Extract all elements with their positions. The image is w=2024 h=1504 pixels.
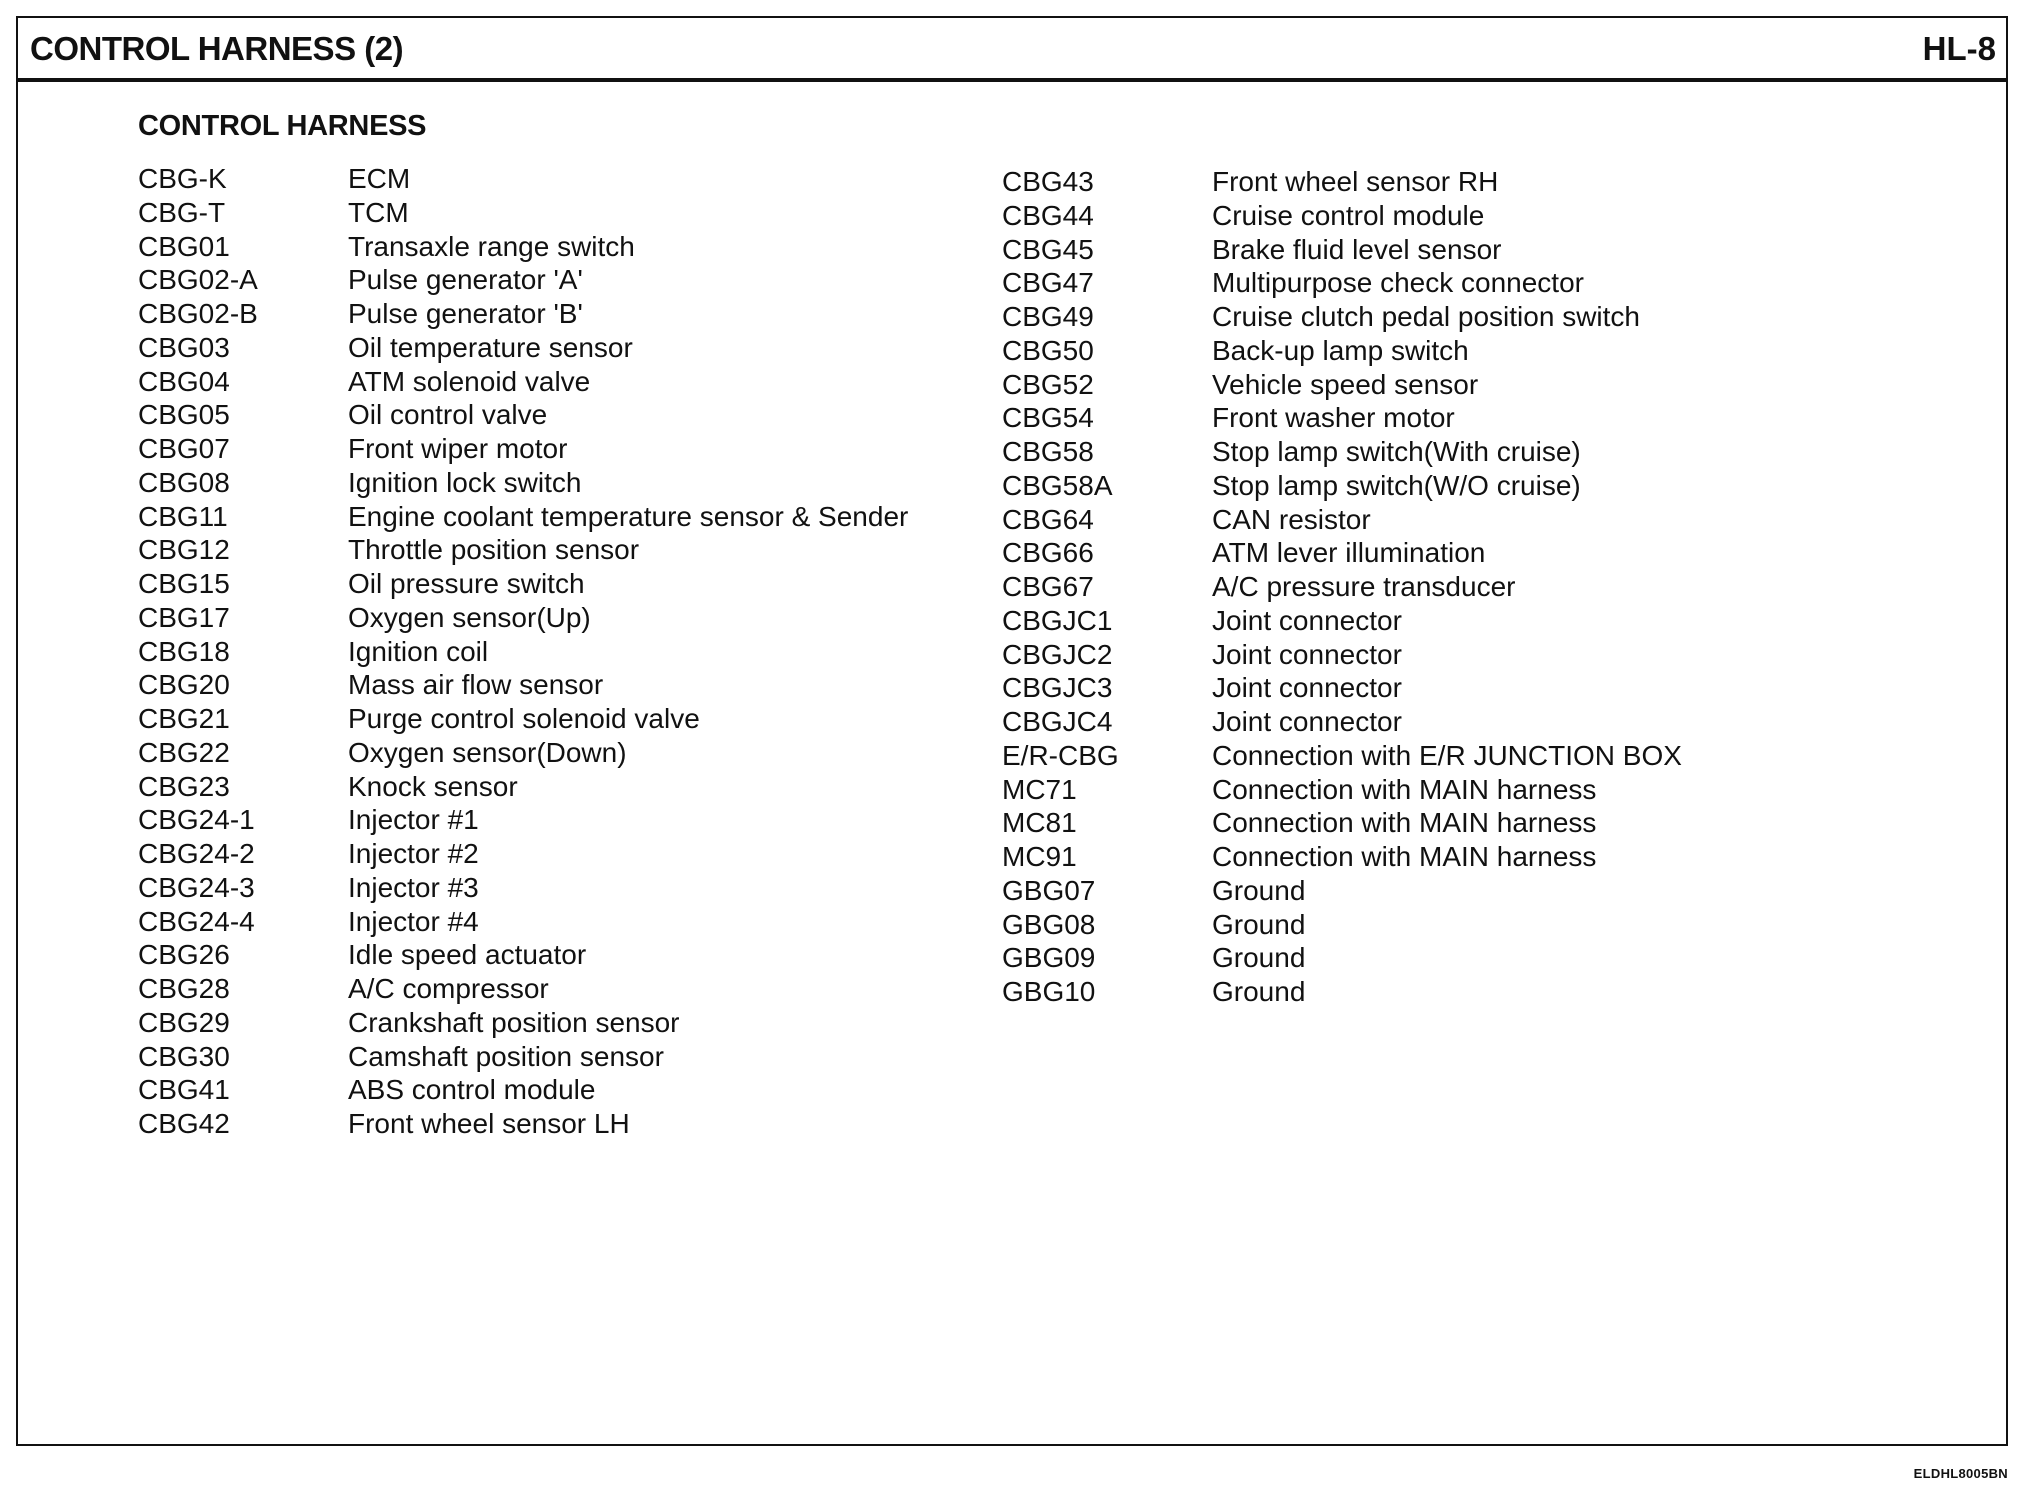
connector-code: CBG30 [138,1040,230,1072]
connector-code: CBG22 [138,736,230,768]
connector-description: Ignition lock switch [348,466,582,498]
connector-code: GBG07 [1002,874,1096,906]
connector-code: CBG02-A [138,264,258,296]
connector-code: CBG18 [138,635,230,667]
connector-code: CBG-K [138,163,227,194]
connector-description: Cruise control module [1212,199,1485,231]
connector-code: CBG64 [1002,503,1094,535]
connector-code: MC91 [1002,841,1077,872]
connector-description: Connection with MAIN harness [1212,807,1597,839]
connector-description: Oil temperature sensor [348,331,633,363]
connector-code: MC71 [1002,773,1077,805]
connector-description: Front washer motor [1212,402,1455,434]
connector-description: Connection with E/R JUNCTION BOX [1212,739,1682,771]
connector-description: ATM solenoid valve [348,365,591,397]
connector-code: CBG52 [1002,368,1094,400]
connector-code: CBGJC4 [1002,706,1113,737]
connector-description: Oxygen sensor(Down) [348,736,627,768]
connector-description: Brake fluid level sensor [1212,233,1502,265]
connector-code: CBG23 [138,770,230,802]
connector-description: Multipurpose check connector [1212,267,1584,299]
connector-code: CBG49 [1002,301,1094,332]
connector-code: CBGJC1 [1002,604,1113,636]
connector-code: GBG08 [1002,908,1096,940]
connector-code: CBG24-4 [138,905,255,937]
connector-description: Oil pressure switch [348,568,585,599]
connector-description: Front wiper motor [348,433,568,464]
connector-description: Transaxle range switch [348,230,635,262]
connector-description: ATM lever illumination [1212,537,1486,569]
connector-description: Stop lamp switch(With cruise) [1212,436,1581,467]
connector-code: CBG66 [1002,537,1094,569]
connector-code: CBG20 [138,669,230,701]
connector-code: CBG58A [1002,469,1113,501]
connector-code: MC81 [1002,807,1077,839]
connector-code: CBG42 [138,1108,230,1139]
connector-description: A/C pressure transducer [1212,571,1516,602]
connector-description: Connection with MAIN harness [1212,841,1597,872]
connector-code: CBGJC2 [1002,638,1113,670]
connector-code: CBG07 [138,433,230,464]
connector-code: CBG50 [1002,334,1094,366]
connector-description: Mass air flow sensor [348,669,604,701]
connector-code: CBG02-B [138,298,258,329]
connector-code: CBG15 [138,568,230,599]
connector-description: Engine coolant temperature sensor & Sender [348,500,909,532]
connector-description: Ground [1212,942,1306,974]
connector-description: Injector #2 [348,838,479,869]
connector-code: CBG43 [1002,166,1094,197]
connector-code: CBG45 [1002,233,1094,265]
connector-description: ECM [348,163,411,194]
page-header [18,18,2006,82]
connector-description: Connection with MAIN harness [1212,773,1597,805]
connector-description: Injector #3 [348,871,479,903]
connector-code: CBG-T [138,196,226,228]
connector-description: Injector #4 [348,905,479,937]
connector-description: Knock sensor [348,770,518,802]
connector-description: Ignition coil [348,635,489,667]
connector-description: Back-up lamp switch [1212,334,1469,366]
connector-description: Throttle position sensor [348,534,640,566]
connector-code: CBG26 [138,939,230,971]
connector-code: CBG05 [138,399,230,431]
connector-description: Oxygen sensor(Up) [348,601,591,633]
connector-description: CAN resistor [1212,503,1371,535]
connector-description: Crankshaft position sensor [348,1006,680,1038]
connector-description: Cruise clutch pedal position switch [1212,301,1640,332]
connector-code: CBG24-3 [138,871,255,903]
connector-description: Ground [1212,908,1306,940]
connector-code: CBG01 [138,230,230,262]
connector-code: CBG29 [138,1006,230,1038]
connector-code: CBGJC3 [1002,672,1113,704]
connector-description: Joint connector [1212,672,1402,704]
page-title: CONTROL HARNESS (2) [30,30,404,67]
connector-code: CBG04 [138,365,230,397]
connector-description: Ground [1212,874,1306,906]
connector-code: E/R-CBG [1002,739,1119,771]
connector-description: A/C compressor [348,973,549,1004]
connector-code: CBG12 [138,534,230,566]
connector-description: Ground [1212,976,1306,1007]
connector-code: CBG47 [1002,267,1094,299]
connector-description: Front wheel sensor LH [348,1108,630,1139]
connector-description: Idle speed actuator [348,939,587,971]
connector-code: CBG11 [138,500,228,532]
connector-description: Joint connector [1212,638,1402,670]
connector-code: CBG67 [1002,571,1094,602]
connector-code: CBG17 [138,601,230,633]
connector-description: Stop lamp switch(W/O cruise) [1212,469,1581,501]
connector-code: CBG21 [138,703,230,734]
connector-code: CBG03 [138,331,230,363]
connector-code: CBG54 [1002,402,1094,434]
connector-description: Oil control valve [348,399,548,431]
connector-description: Front wheel sensor RH [1212,166,1499,197]
connector-code: CBG28 [138,973,230,1004]
connector-description: Vehicle speed sensor [1212,368,1479,400]
connector-description: TCM [348,196,409,228]
connector-code: CBG41 [138,1074,230,1106]
connector-code: CBG44 [1002,199,1094,231]
connector-code: GBG09 [1002,942,1096,974]
connector-description: Joint connector [1212,706,1402,737]
connector-description: Pulse generator 'B' [348,298,583,329]
connector-description: Purge control solenoid valve [348,703,700,734]
connector-code: GBG10 [1002,976,1096,1007]
connector-description: Injector #1 [348,804,479,836]
section-title: CONTROL HARNESS [138,110,427,142]
connector-description: ABS control module [348,1074,596,1106]
page-number: HL-8 [1922,30,1996,67]
connector-description: Pulse generator 'A' [348,264,583,296]
connector-description: Joint connector [1212,604,1402,636]
connector-description: Camshaft position sensor [348,1040,664,1072]
connector-code: CBG24-1 [138,804,255,836]
connector-code: CBG58 [1002,436,1094,467]
figure-code: ELDHL8005BN [1913,1466,2008,1481]
connector-code: CBG24-2 [138,838,255,869]
connector-code: CBG08 [138,466,230,498]
